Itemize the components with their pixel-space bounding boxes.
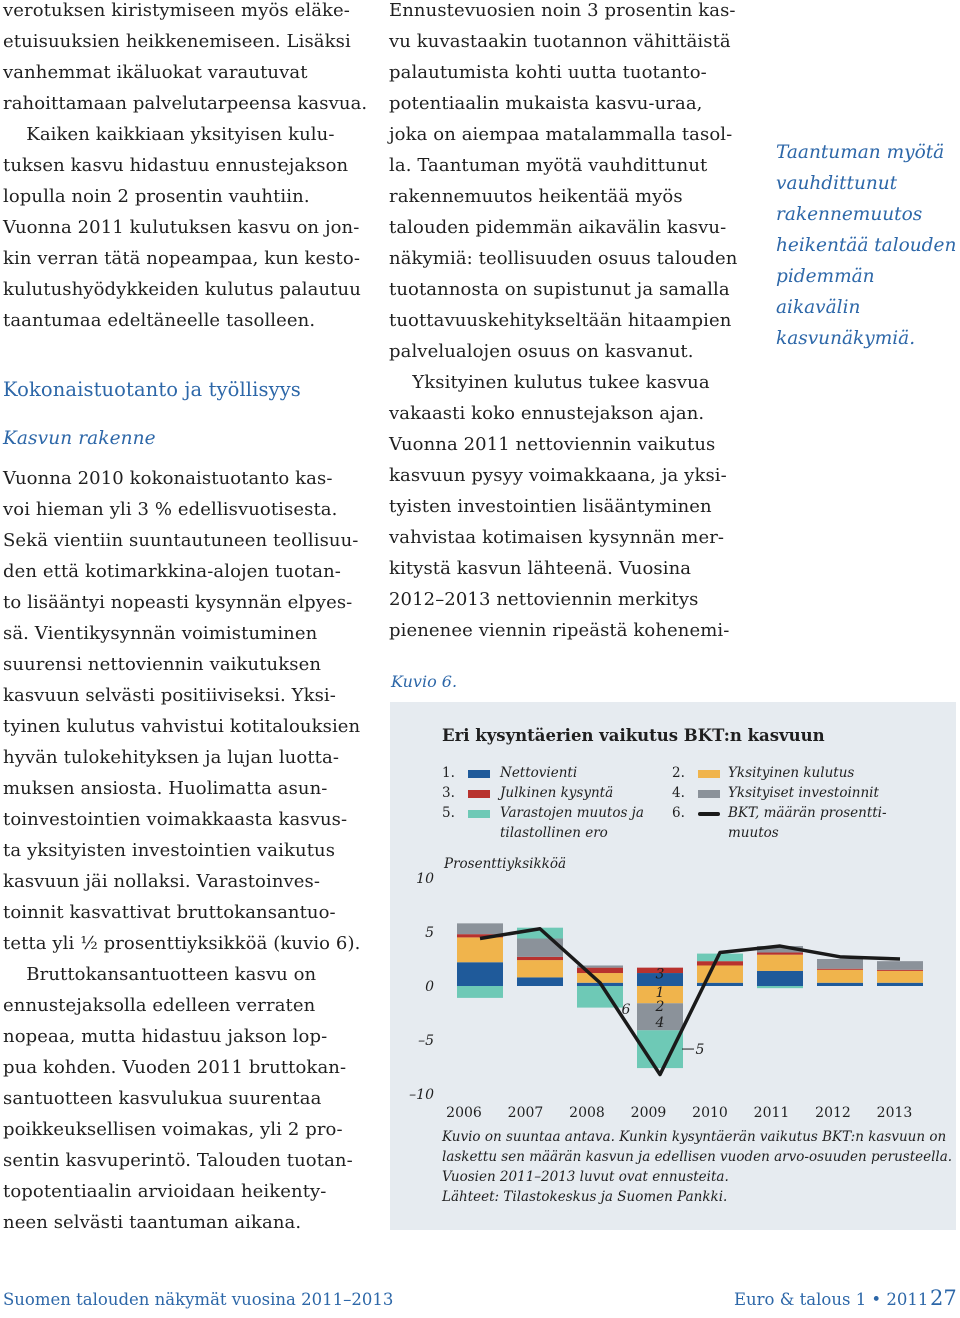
footer-issue: Euro & talous 1 • 2011 bbox=[734, 1290, 929, 1309]
text-line: kulutushyödykkeiden kulutus palautuu bbox=[3, 279, 361, 300]
y-unit-label: Prosenttiyksikköä bbox=[444, 856, 567, 872]
y-tick-label: –5 bbox=[418, 1033, 434, 1049]
margin-note-line: rakennemuutos bbox=[776, 204, 923, 225]
text-line: tyinen kulutus vahvistui kotitalouksien bbox=[3, 716, 361, 737]
text-line: kasvuun jäi nollaksi. Varastoinves- bbox=[3, 871, 321, 892]
legend-number: 5. bbox=[442, 805, 455, 821]
y-axis-ticks bbox=[409, 871, 434, 1103]
section-heading: Kokonaistuotanto ja työllisyys bbox=[3, 378, 301, 401]
text-line: tuotannosta on supistunut ja samalla bbox=[389, 279, 730, 300]
text-line: tuksen kasvu hidastuu ennustejakson bbox=[3, 155, 349, 176]
margin-note-line: heikentää talouden bbox=[776, 235, 957, 256]
text-line: toinvestointien voimakkaasta kasvus- bbox=[3, 809, 348, 830]
bar-segment bbox=[697, 965, 743, 982]
bar-segment bbox=[697, 961, 743, 965]
bar-annotation: 2 bbox=[655, 998, 665, 1015]
figure-note-line: Vuosien 2011–2013 luvut ovat ennusteita. bbox=[442, 1169, 729, 1185]
bar-segment bbox=[877, 971, 923, 983]
bar-segment bbox=[517, 957, 563, 960]
y-tick-label: 5 bbox=[425, 925, 434, 941]
stacked-bar-chart bbox=[390, 842, 956, 1122]
x-axis-ticks bbox=[446, 1105, 912, 1121]
page-number: 27 bbox=[930, 1286, 957, 1310]
text-line: sentin kasvuperintö. Talouden tuotan- bbox=[3, 1150, 353, 1171]
x-tick-label: 2008 bbox=[569, 1105, 605, 1121]
x-tick-label: 2007 bbox=[507, 1105, 544, 1121]
text-line: Sekä vientiin suuntautuneen teollisuu- bbox=[3, 530, 359, 551]
text-line: kasvuun pysyy voimakkaana, ja yksi- bbox=[389, 465, 727, 486]
text-line: tetta yli ½ prosenttiyksikköä (kuvio 6). bbox=[3, 933, 361, 954]
bar-segment bbox=[817, 959, 863, 969]
text-line: pienenee viennin ripeästä kohenemi- bbox=[389, 620, 730, 641]
y-tick-label: 0 bbox=[425, 979, 434, 995]
margin-note-line: kasvunäkymiä. bbox=[776, 328, 916, 349]
bar-annotation: 5 bbox=[695, 1042, 705, 1059]
x-tick-label: 2009 bbox=[630, 1105, 667, 1121]
legend-label-cont: muutos bbox=[728, 825, 779, 841]
bar-segment bbox=[457, 986, 503, 998]
bar-segment bbox=[457, 962, 503, 986]
text-line: Bruttokansantuotteen kasvu on bbox=[3, 964, 317, 985]
bar-segment bbox=[817, 970, 863, 983]
legend-label: Varastojen muutos ja bbox=[500, 805, 644, 821]
figure-note-line: laskettu sen määrän kasvun ja edellisen vuoden arvo-osuuden perusteella. bbox=[442, 1149, 953, 1165]
text-line: taantumaa edeltäneelle tasolleen. bbox=[3, 310, 316, 331]
legend-number: 6. bbox=[672, 805, 685, 821]
figure-notes bbox=[442, 1127, 952, 1207]
text-line: lopulla noin 2 prosentin vauhtiin. bbox=[3, 186, 310, 207]
text-line: Vuonna 2010 kokonaistuotanto kas- bbox=[3, 468, 333, 489]
bar-annotation: 6 bbox=[621, 1002, 631, 1019]
text-line: joka on aiempaa matalammalla tasol- bbox=[389, 124, 733, 145]
bar-annotation: 4 bbox=[655, 1015, 665, 1032]
bars-group bbox=[457, 923, 923, 1068]
text-line: tyisten investointien lisääntyminen bbox=[389, 496, 712, 517]
bar-segment bbox=[517, 960, 563, 977]
text-line: santuotteen kasvulukua suurentaa bbox=[3, 1088, 322, 1109]
legend-swatch-inventories bbox=[468, 810, 490, 818]
figure-panel bbox=[390, 702, 956, 1230]
figure-title: Eri kysyntäerien vaikutus BKT:n kasvuun bbox=[442, 726, 825, 745]
text-line: vakaasti koko ennustejakson ajan. bbox=[389, 403, 705, 424]
text-line: rakennemuutos heikentää myös bbox=[389, 186, 683, 207]
margin-note-line: vauhdittunut bbox=[776, 173, 898, 194]
footer-publication-title: Suomen talouden näkymät vuosina 2011–2013 bbox=[3, 1290, 394, 1309]
text-line: sä. Vientikysynnän voimistuminen bbox=[3, 623, 318, 644]
bar-segment bbox=[757, 971, 803, 986]
legend-number: 4. bbox=[672, 785, 685, 801]
text-line: la. Taantuman myötä vauhdittunut bbox=[389, 155, 708, 176]
text-line: potentiaalin mukaista kasvu-uraa, bbox=[389, 93, 703, 114]
y-tick-label: –10 bbox=[409, 1087, 434, 1103]
text-line: tuottavuuskehitykseltään hitaampien bbox=[389, 310, 732, 331]
text-line: Ennustevuosien noin 3 prosentin kas- bbox=[389, 0, 736, 21]
legend-number: 3. bbox=[442, 785, 455, 801]
text-line: Yksityinen kulutus tukee kasvua bbox=[389, 372, 710, 393]
text-line: palvelualojen osuus on kasvanut. bbox=[389, 341, 694, 362]
margin-note-line: Taantuman myötä bbox=[776, 142, 945, 163]
bar-segment bbox=[457, 923, 503, 934]
x-tick-label: 2011 bbox=[753, 1105, 790, 1121]
legend-label: Yksityinen kulutus bbox=[728, 765, 855, 781]
figure-note-line: Lähteet: Tilastokeskus ja Suomen Pankki. bbox=[442, 1189, 728, 1205]
text-line: etuisuuksien heikkenemiseen. Lisäksi bbox=[3, 31, 351, 52]
x-tick-label: 2010 bbox=[692, 1105, 728, 1121]
bar-annotation: 1 bbox=[655, 984, 665, 1001]
margin-note-line: aikavälin bbox=[776, 297, 861, 318]
text-line: rahoittamaan palvelutarpeensa kasvua. bbox=[3, 93, 368, 114]
text-line: 2012–2013 nettoviennin merkitys bbox=[389, 589, 699, 610]
legend-label: Julkinen kysyntä bbox=[500, 785, 614, 801]
x-tick-label: 2012 bbox=[815, 1105, 851, 1121]
text-line: kin verran tätä nopeampaa, kun kesto- bbox=[3, 248, 361, 269]
x-tick-label: 2006 bbox=[446, 1105, 482, 1121]
text-line: suurensi nettoviennin vaikutuksen bbox=[3, 654, 322, 675]
legend-label: Yksityiset investoinnit bbox=[728, 785, 879, 801]
legend-swatch-private-consumption bbox=[698, 770, 720, 778]
text-line: topotentiaalin arvioidaan heikenty- bbox=[3, 1181, 327, 1202]
figure-note-line: Kuvio on suuntaa antava. Kunkin kysyntäerän vaikutus BKT:n kasvuun on bbox=[442, 1129, 947, 1145]
bar-annotation: 3 bbox=[655, 966, 665, 983]
bar-segment bbox=[877, 961, 923, 970]
legend-label-cont: tilastollinen ero bbox=[500, 825, 608, 841]
bar-segment bbox=[757, 955, 803, 971]
bar-segment bbox=[817, 983, 863, 986]
text-line: verotuksen kiristymiseen myös eläke- bbox=[3, 0, 350, 21]
text-line: vu kuvastaakin tuotannon vähittäistä bbox=[389, 31, 731, 52]
bar-segment bbox=[877, 983, 923, 986]
legend-swatch-private-investment bbox=[698, 790, 720, 798]
text-line: nopeaa, mutta hidastuu jakson lop- bbox=[3, 1026, 328, 1047]
text-line: pua kohden. Vuoden 2011 bruttokan- bbox=[3, 1057, 347, 1078]
legend-swatch-public-demand bbox=[468, 790, 490, 798]
legend-label: Nettovienti bbox=[500, 765, 578, 781]
text-line: näkymiä: teollisuuden osuus talouden bbox=[389, 248, 738, 269]
text-line: kasvuun selvästi positiiviseksi. Yksi- bbox=[3, 685, 336, 706]
legend-number: 2. bbox=[672, 765, 685, 781]
text-line: Vuonna 2011 kulutuksen kasvu on jon- bbox=[3, 217, 360, 238]
bar-segment bbox=[757, 986, 803, 988]
text-line: ennustejaksolla edelleen verraten bbox=[3, 995, 316, 1016]
text-line: to lisääntyi nopeasti kysynnän elpyes- bbox=[3, 592, 353, 613]
text-line: den että kotimarkkina-alojen tuotan- bbox=[3, 561, 341, 582]
text-line: poikkeuksellisen voimakas, yli 2 pro- bbox=[3, 1119, 343, 1140]
legend-number: 1. bbox=[442, 765, 455, 781]
text-line: ta yksityisten investointien vaikutus bbox=[3, 840, 336, 861]
bar-segment bbox=[757, 953, 803, 955]
figure-label: Kuvio 6. bbox=[391, 672, 458, 691]
text-line: muksen ansiosta. Huolimatta asun- bbox=[3, 778, 328, 799]
text-line: kitystä kasvun lähteenä. Vuosina bbox=[389, 558, 692, 579]
text-line: vanhemmat ikäluokat varautuvat bbox=[3, 62, 308, 83]
text-line: Vuonna 2011 nettoviennin vaikutus bbox=[389, 434, 716, 455]
text-line: talouden pidemmän aikavälin kasvu- bbox=[389, 217, 727, 238]
section-subheading: Kasvun rakenne bbox=[3, 428, 156, 449]
legend-swatch-net-exports bbox=[468, 770, 490, 778]
text-line: voi hieman yli 3 % edellisvuotisesta. bbox=[3, 499, 338, 520]
text-line: palautumista kohti uutta tuotanto- bbox=[389, 62, 707, 83]
legend-swatch-gdp-line bbox=[698, 812, 720, 816]
bar-segment bbox=[517, 977, 563, 986]
text-line: toinnit kasvattivat bruttokansantuo- bbox=[3, 902, 336, 923]
bar-segment bbox=[817, 969, 863, 970]
text-line: Kaiken kaikkiaan yksityisen kulu- bbox=[3, 124, 335, 145]
x-tick-label: 2013 bbox=[876, 1105, 913, 1121]
text-line: neen selvästi taantuman aikana. bbox=[3, 1212, 302, 1233]
bar-segment bbox=[877, 970, 923, 971]
y-tick-label: 10 bbox=[416, 871, 434, 887]
margin-note-line: pidemmän bbox=[776, 266, 875, 287]
legend-label: BKT, määrän prosentti- bbox=[728, 805, 887, 821]
bar-segment bbox=[457, 937, 503, 962]
text-line: vahvistaa kotimaisen kysynnän mer- bbox=[389, 527, 725, 548]
text-line: hyvän tulokehityksen ja lujan luotta- bbox=[3, 747, 339, 768]
